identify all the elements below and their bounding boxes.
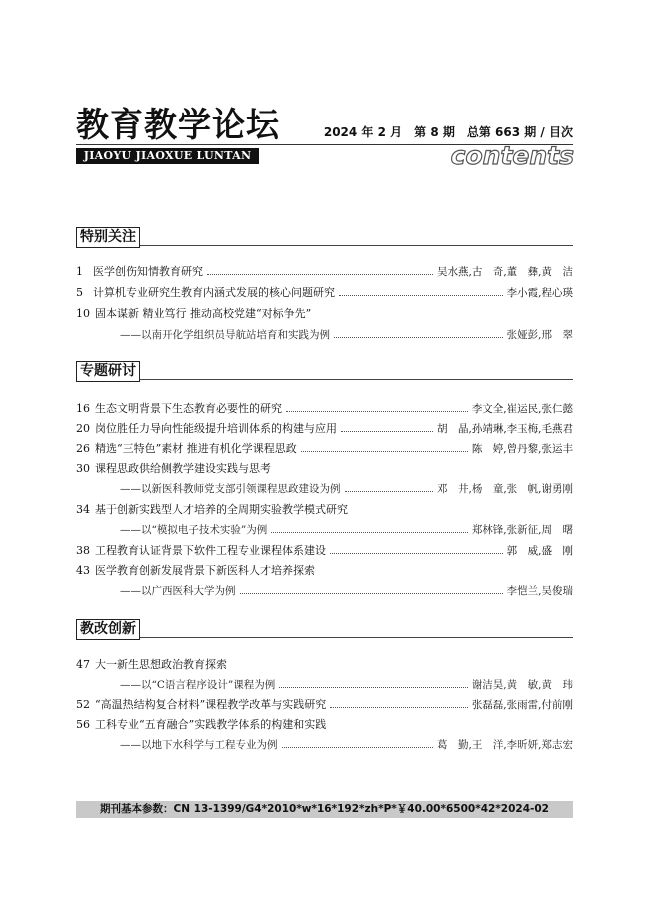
page-number: 26 xyxy=(76,442,90,455)
entry-authors: 陈 婷,曾丹黎,张运丰 xyxy=(471,443,573,455)
toc-entry[interactable] xyxy=(76,421,573,437)
toc-subtitle[interactable] xyxy=(120,737,573,753)
entry-authors: 吴水燕,古 奇,董 彝,黄 洁 xyxy=(436,266,573,278)
section-heading: 专题研讨 xyxy=(76,361,140,382)
toc-entry[interactable] xyxy=(76,285,573,301)
entry-subtitle: ——以南开化学组织员导航站培育和实践为例 xyxy=(120,329,330,341)
leader-dots xyxy=(341,421,433,432)
page-number: 38 xyxy=(76,544,90,557)
section-rule xyxy=(76,379,573,380)
entry-title: 工科专业“五育融合”实践教学体系的构建和实践 xyxy=(95,718,327,731)
page-number: 47 xyxy=(76,658,90,671)
section-heading: 特别关注 xyxy=(76,227,140,248)
toc-entry[interactable] xyxy=(76,502,573,518)
entry-subtitle: ——以广西医科大学为例 xyxy=(120,585,236,597)
toc-subtitle[interactable] xyxy=(120,481,573,497)
entry-title: 工程教育认证背景下软件工程专业课程体系建设 xyxy=(95,544,326,557)
entry-title: 精选“三特色”素材 推进有机化学课程思政 xyxy=(95,442,297,455)
journal-pinyin: JIAOYU JIAOXUE LUNTAN xyxy=(76,148,259,164)
entry-title: 岗位胜任力导向性能级提升培训体系的构建与应用 xyxy=(95,422,337,435)
entry-title: “高温热结构复合材料”课程教学改革与实践研究 xyxy=(95,698,327,711)
page-number: 52 xyxy=(76,698,90,711)
leader-dots xyxy=(240,583,503,594)
leader-dots xyxy=(286,401,468,412)
page-number: 43 xyxy=(76,564,90,577)
leader-dots xyxy=(301,441,468,452)
entry-subtitle: ——以“模拟电子技术实验”为例 xyxy=(120,524,268,536)
entry-title: 计算机专业研究生教育内涵式发展的核心问题研究 xyxy=(93,286,335,299)
issue-info: 2024 年 2 月 第 8 期 总第 663 期 / 目次 xyxy=(323,125,573,139)
entry-authors: 葛 勤,王 洋,李昕妍,郑志宏 xyxy=(436,739,573,751)
toc-entry[interactable] xyxy=(76,717,573,733)
entry-authors: 郭 威,盛 刚 xyxy=(506,545,573,557)
entry-title: 基于创新实践型人才培养的全周期实验教学模式研究 xyxy=(95,503,348,516)
leader-dots xyxy=(330,543,503,554)
leader-dots xyxy=(279,677,468,688)
entry-authors: 李小霞,程心瑛 xyxy=(506,287,573,299)
page-number: 56 xyxy=(76,718,90,731)
entry-title: 固本谋新 精业笃行 推动高校党建“对标争先” xyxy=(95,307,312,320)
leader-dots xyxy=(339,285,503,296)
entry-subtitle: ——以地下水科学与工程专业为例 xyxy=(120,739,278,751)
toc-entry[interactable] xyxy=(76,441,573,457)
toc-entry[interactable] xyxy=(76,657,573,673)
section-heading: 教改创新 xyxy=(76,619,140,640)
page-number: 1 xyxy=(76,265,83,278)
toc-subtitle[interactable] xyxy=(120,522,573,538)
entry-authors: 谢洁昊,黄 敏,黄 玮 xyxy=(471,679,573,691)
entry-title: 大一新生思想政治教育探索 xyxy=(95,658,227,671)
journal-title: 教育教学论坛 xyxy=(76,105,280,144)
leader-dots xyxy=(345,481,433,492)
entry-title: 医学教育创新发展背景下新医科人才培养探索 xyxy=(95,564,315,577)
journal-parameters: 期刊基本参数：CN 13-1399/G4*2010*w*16*192*zh*P*￥40.00*6500*42*2024-02 xyxy=(76,801,573,818)
page-number: 30 xyxy=(76,462,90,475)
leader-dots xyxy=(330,697,468,708)
leader-dots xyxy=(271,522,468,533)
entry-title: 课程思政供给侧教学建设实践与思考 xyxy=(95,462,271,475)
entry-title: 医学创伤知情教育研究 xyxy=(93,265,203,278)
toc-entry[interactable] xyxy=(76,401,573,417)
leader-dots xyxy=(334,327,503,338)
entry-authors: 胡 晶,孙靖琳,李玉梅,毛燕君 xyxy=(436,423,573,435)
entry-authors: 张磊磊,张雨雷,付前刚 xyxy=(471,699,573,711)
entry-authors: 郑林锋,张新征,周 曙 xyxy=(471,524,573,536)
page-number: 10 xyxy=(76,307,90,320)
toc-subtitle[interactable] xyxy=(120,327,573,343)
section-rule xyxy=(76,637,573,638)
toc-subtitle[interactable] xyxy=(120,583,573,599)
toc-entry[interactable] xyxy=(76,543,573,559)
entry-title: 生态文明背景下生态教育必要性的研究 xyxy=(95,402,282,415)
page-number: 5 xyxy=(76,286,83,299)
entry-authors: 邓 井,杨 童,张 帆,谢勇刚 xyxy=(436,483,573,495)
entry-authors: 张娅彭,邢 翠 xyxy=(506,329,573,341)
toc-entry[interactable] xyxy=(76,563,573,579)
contents-wordmark: contents xyxy=(450,141,574,170)
toc-subtitle[interactable] xyxy=(120,677,573,693)
entry-authors: 李恺兰,吴俊瑞 xyxy=(506,585,573,597)
toc-entry[interactable] xyxy=(76,306,573,322)
entry-subtitle: ——以新医科教师党支部引领课程思政建设为例 xyxy=(120,483,341,495)
entry-subtitle: ——以“C语言程序设计”课程为例 xyxy=(120,679,276,691)
leader-dots xyxy=(282,737,433,748)
page-number: 16 xyxy=(76,402,90,415)
toc-entry[interactable] xyxy=(76,697,573,713)
leader-dots xyxy=(207,264,433,275)
entry-authors: 李文全,崔运民,张仁懿 xyxy=(471,403,573,415)
toc-entry[interactable] xyxy=(76,461,573,477)
toc-entry[interactable] xyxy=(76,264,573,280)
section-rule xyxy=(76,245,573,246)
page-number: 34 xyxy=(76,503,90,516)
page-number: 20 xyxy=(76,422,90,435)
